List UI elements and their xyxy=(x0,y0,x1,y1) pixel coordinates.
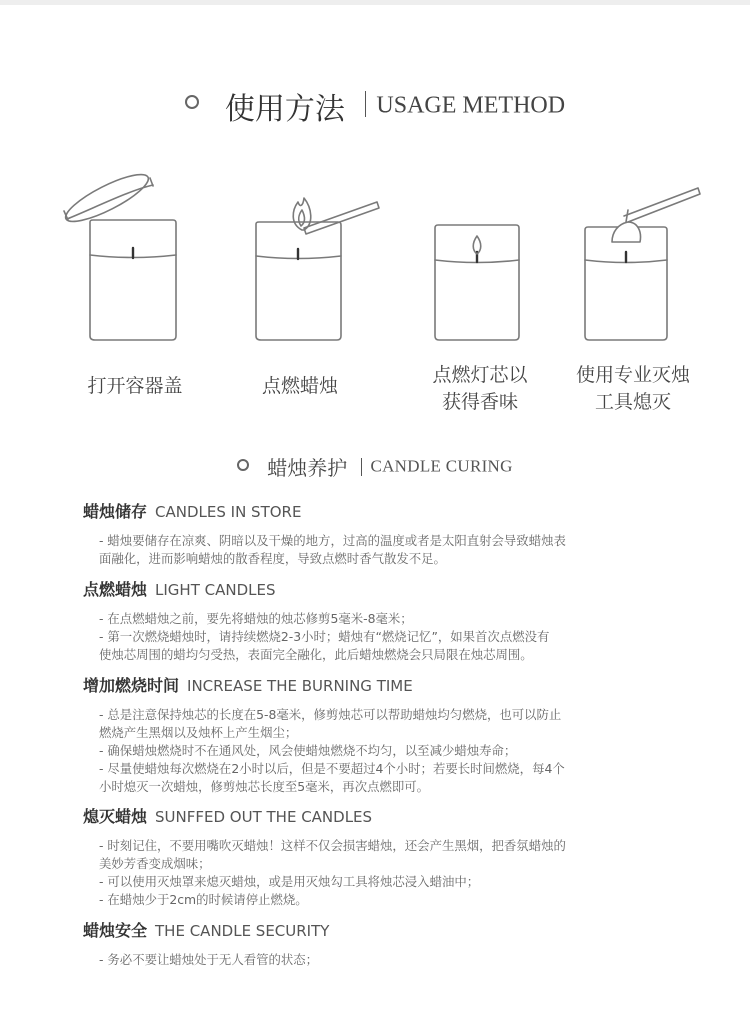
text-line: 使烛芯周围的蜡均匀受热，表面完全融化，此后蜡烛燃烧会只局限在烛芯周围。 xyxy=(99,647,533,662)
section-title-en: SUNFFED OUT THE CANDLES xyxy=(155,808,373,826)
care-title-zh: 蜡烛养护 xyxy=(267,456,348,480)
section-title-zh: 熄灭蜡烛 xyxy=(83,807,148,826)
step-extinguish-label xyxy=(566,362,700,416)
text-line: 小时熄灭一次蜡烛，修剪烛芯长度至5毫米，再次点燃即可。 xyxy=(99,779,430,794)
top-divider xyxy=(0,0,750,5)
section-heading xyxy=(83,500,683,524)
circle-bullet-icon xyxy=(185,95,199,109)
step-burn-wick-line2: 获得香味 xyxy=(441,391,518,413)
usage-illustrations xyxy=(0,150,750,360)
text-line: - 尽量使蜡烛每次燃烧在2小时以后，但是不要超过4个小时；若要长时间燃烧，每4个 xyxy=(99,761,565,776)
section-heading xyxy=(83,919,683,943)
step-open-lid-label: 打开容器盖 xyxy=(87,375,183,397)
usage-method-heading xyxy=(0,84,750,128)
section-title-en: LIGHT CANDLES xyxy=(155,581,276,599)
open-lid-jar-icon xyxy=(61,166,176,340)
section-title-zh: 蜡烛储存 xyxy=(83,502,148,521)
section-heading xyxy=(83,805,683,829)
burning-candle-jar-icon xyxy=(435,225,519,340)
section-text xyxy=(99,610,683,664)
circle-bullet-icon xyxy=(237,459,249,471)
text-line: - 时刻记住，不要用嘴吹灭蜡烛！这样不仅会损害蜡烛，还会产生黑烟，把香氛蜡烛的 xyxy=(99,838,566,853)
section-text xyxy=(99,706,683,796)
section-title-en: THE CANDLE SECURITY xyxy=(155,922,330,940)
section-title-en: INCREASE THE BURNING TIME xyxy=(187,677,413,695)
text-line: - 在点燃蜡烛之前，要先将蜡烛的烛芯修剪5毫米-8毫米； xyxy=(99,611,413,626)
text-line: - 蜡烛要储存在凉爽、阴暗以及干燥的地方，过高的温度或者是太阳直射会导致蜡烛表 xyxy=(99,533,566,548)
section-increase-burning-time xyxy=(83,674,683,796)
text-line: - 第一次燃烧蜡烛时，请持续燃烧2-3小时；蜡烛有“燃烧记忆”，如果首次点燃没有 xyxy=(99,629,550,644)
section-title-en: CANDLES IN STORE xyxy=(155,503,302,521)
section-heading xyxy=(83,674,683,698)
text-line: 燃烧产生黑烟以及烛杯上产生烟尘； xyxy=(99,725,298,740)
section-snuff-out-candles xyxy=(83,805,683,909)
text-line: - 确保蜡烛燃烧时不在通风处，风会使蜡烛燃烧不均匀，以至减少蜡烛寿命； xyxy=(99,743,517,758)
step-extinguish-line2: 工具熄灭 xyxy=(594,391,671,413)
text-line: - 务必不要让蜡烛处于无人看管的状态； xyxy=(99,952,319,967)
candle-curing-heading xyxy=(0,452,750,481)
usage-title-en: USAGE METHOD xyxy=(376,92,566,119)
section-text xyxy=(99,532,683,568)
text-line: - 可以使用灭烛罩来熄灭蜡烛，或是用灭烛勾工具将烛芯浸入蜡油中； xyxy=(99,874,480,889)
section-candles-in-store xyxy=(83,500,683,568)
text-line: - 总是注意保持烛芯的长度在5-8毫米，修剪烛芯可以帮助蜡烛均匀燃烧，也可以防止 xyxy=(99,707,562,722)
text-line: - 在蜡烛少于2cm的时候请停止燃烧。 xyxy=(99,892,308,907)
step-extinguish-line1: 使用专业灭烛 xyxy=(575,364,690,386)
care-title-en: CANDLE CURING xyxy=(370,456,513,476)
section-light-candles xyxy=(83,578,683,664)
usage-title-zh: 使用方法 xyxy=(224,92,345,127)
section-title-zh: 增加燃烧时间 xyxy=(83,676,180,695)
text-line: 美妙芳香变成烟味； xyxy=(99,856,211,871)
text-line: 面融化，进而影响蜡烛的散香程度，导致点燃时香气散发不足。 xyxy=(99,551,446,566)
section-text xyxy=(99,951,683,969)
section-heading xyxy=(83,578,683,602)
section-title-zh: 蜡烛安全 xyxy=(83,921,148,940)
title-separator xyxy=(361,458,362,476)
step-burn-wick-line1: 点燃灯芯以 xyxy=(432,364,528,386)
section-title-zh: 点燃蜡烛 xyxy=(83,580,148,599)
step-light-candle-label: 点燃蜡烛 xyxy=(261,375,338,397)
section-candle-security xyxy=(83,919,683,969)
match-lighting-jar-icon xyxy=(256,198,379,340)
section-text xyxy=(99,837,683,909)
snuffer-jar-icon xyxy=(585,188,700,340)
title-separator xyxy=(365,91,367,117)
step-burn-wick-label xyxy=(415,362,545,416)
